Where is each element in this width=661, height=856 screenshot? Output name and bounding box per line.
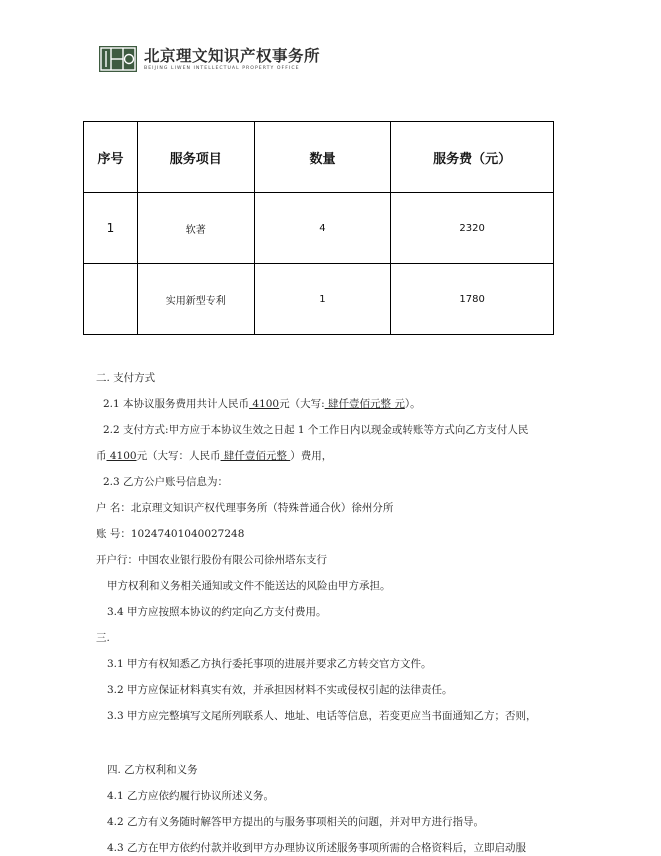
clause-2-1-text-b: 元（大写:: [279, 398, 325, 410]
service-fee-table: [83, 121, 554, 335]
clause-2-1: [103, 397, 421, 411]
account-name: 户 名：北京理文知识产权代理事务所（特殊普通合伙）徐州分所: [96, 502, 394, 514]
cell-item: 实用新型专利: [137, 264, 254, 335]
cell-seq: [84, 264, 138, 335]
clause-3-1: 3.1 甲方有权知悉乙方执行委托事项的进展并要求乙方转交官方文件。: [107, 658, 432, 670]
section-2-heading: 二. 支付方式: [96, 372, 156, 384]
section-3-heading: 三.: [96, 632, 110, 644]
clause-2-2-text-b: 元（大写：人民币: [136, 450, 221, 462]
clause-2-3: 2.3 乙方公户账号信息为：: [103, 476, 229, 488]
cell-seq: 1: [84, 193, 138, 264]
clause-2-2-amount: 4100: [106, 450, 137, 462]
table-row: [84, 193, 554, 264]
section-4-heading: 四. 乙方权利和义务: [107, 764, 198, 776]
clause-2-2: 2.2 支付方式:甲方应于本协议生效之日起 1 个工作日内以现金或转账等方式向乙方支付人民: [103, 424, 529, 436]
cell-fee: 1780: [391, 264, 554, 335]
company-name-en: BEIJING LIWEN INTELLECTUAL PROPERTY OFFICE: [144, 65, 300, 71]
bank-name: 开户行：中国农业银行股份有限公司徐州塔东支行: [96, 554, 327, 566]
header-service-fee: 服务费（元）: [391, 122, 554, 193]
clause-2-1-amount-words: 肆仟壹佰元整 元: [324, 398, 405, 410]
clause-2-2-cont: [96, 449, 332, 463]
header-seq: 序号: [84, 122, 138, 193]
clause-2-2-amount-words: 肆仟壹佰元整: [220, 450, 291, 462]
clause-2-2-currency: 币: [96, 450, 107, 462]
table-row: [84, 264, 554, 335]
clause-3-2: 3.2 甲方应保证材料真实有效，并承担因材料不实或侵权引起的法律责任。: [107, 684, 453, 696]
account-number: 账 号：10247401040027248: [96, 528, 245, 540]
clause-4-2: 4.2 乙方有义务随时解答甲方提出的与服务事项相关的问题，并对甲方进行指导。: [107, 816, 485, 828]
cell-fee: 2320: [391, 193, 554, 264]
clause-2-1-amount: 4100: [249, 398, 280, 410]
cell-qty: 4: [254, 193, 391, 264]
company-logo: [99, 45, 320, 73]
clause-4-3: 4.3 乙方在甲方依约付款并收到甲方办理协议所述服务事项所需的合格资料后，立即启动服: [107, 842, 527, 854]
logo-emblem-icon: [99, 46, 137, 72]
table-header-row: [84, 122, 554, 193]
company-name-cn: 北京理文知识产权事务所: [144, 46, 321, 65]
clause-2-1-text: 2.1 本协议服务费用共计人民币: [103, 398, 250, 410]
header-service-item: 服务项目: [137, 122, 254, 193]
clause-3-4: 3.4 甲方应按照本协议的约定向乙方支付费用。: [107, 606, 327, 618]
clause-4-1: 4.1 乙方应依约履行协议所述义务。: [107, 790, 275, 802]
cell-item: 软著: [137, 193, 254, 264]
risk-note: 甲方权利和义务相关通知或文件不能送达的风险由甲方承担。: [107, 580, 391, 592]
clause-2-2-text-c: ）费用，: [290, 450, 333, 462]
cell-qty: 1: [254, 264, 391, 335]
header-quantity: 数量: [254, 122, 391, 193]
clause-3-3: 3.3 甲方应完整填写文尾所列联系人、地址、电话等信息，若变更应当书面通知乙方；否则，: [107, 710, 537, 722]
clause-2-1-text-c: ）。: [404, 398, 421, 410]
